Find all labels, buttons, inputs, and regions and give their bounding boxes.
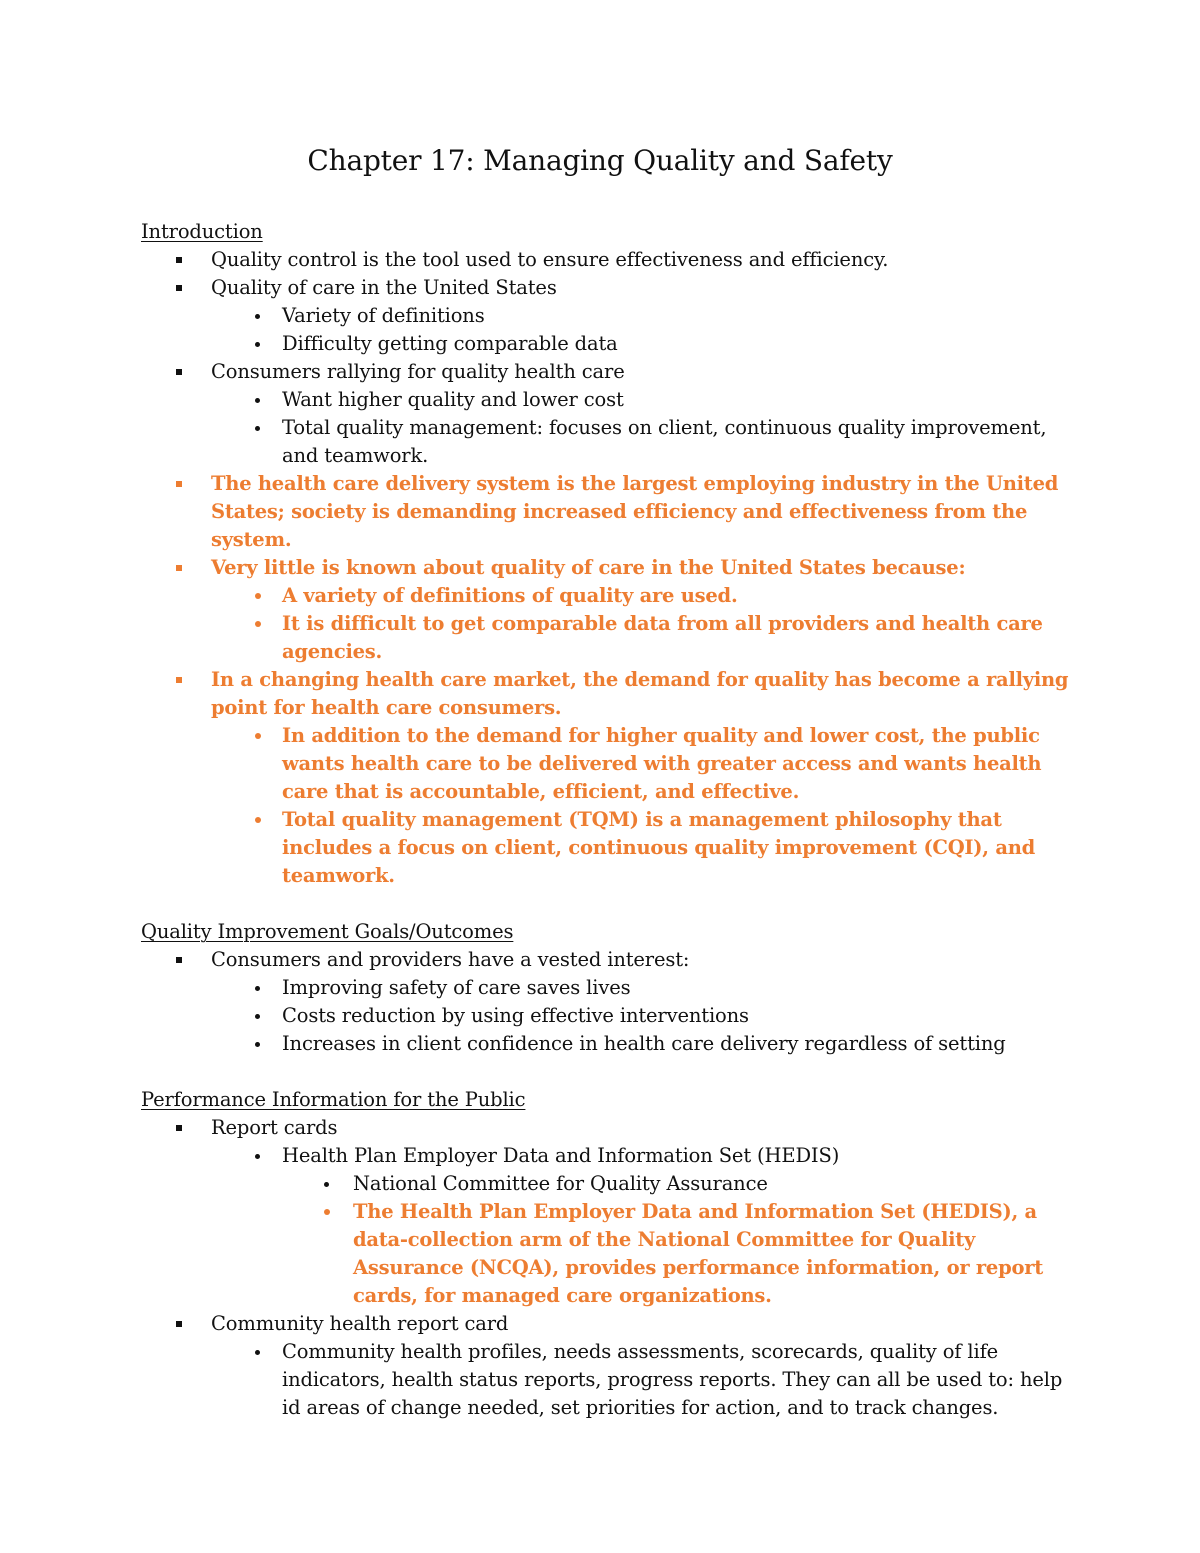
list-item	[141, 1030, 1071, 1058]
list-item-text: A variety of definitions of quality are used.	[282, 584, 738, 607]
section-heading: Introduction	[141, 220, 263, 243]
list-item-text: The Health Plan Employer Data and Information Set (HEDIS), a data-collection arm of the National Committee for Quality Assurance (NCQA), provides performance information, or report cards, for managed care organizations.	[353, 1200, 1043, 1307]
list-item-text: Quality of care in the United States	[211, 276, 557, 299]
list-item-text: Costs reduction by using effective interventions	[282, 1004, 749, 1027]
list-item-text: Quality control is the tool used to ensure effectiveness and efficiency.	[211, 248, 889, 271]
list-item	[141, 1114, 1071, 1142]
list-item-text: National Committee for Quality Assurance	[353, 1172, 768, 1195]
list-item	[141, 246, 1071, 274]
highlighted-list-item	[141, 582, 1071, 610]
list-item	[141, 1142, 1071, 1170]
list-item-text: Increases in client confidence in health care delivery regardless of setting	[282, 1032, 1006, 1055]
list-item	[141, 358, 1071, 386]
list-item	[141, 330, 1071, 358]
section-spacer	[141, 890, 1071, 918]
list-item	[141, 414, 1071, 470]
section-heading: Performance Information for the Public	[141, 1088, 526, 1111]
highlighted-list-item	[141, 610, 1071, 666]
list-item-text: Very little is known about quality of care in the United States because:	[211, 556, 966, 579]
list-item-text: Difficulty getting comparable data	[282, 332, 618, 355]
section-spacer	[141, 1058, 1071, 1086]
list-item	[141, 1170, 1071, 1198]
list-item-text: Health Plan Employer Data and Information Set (HEDIS)	[282, 1144, 840, 1167]
list-item-text: Total quality management (TQM) is a management philosophy that includes a focus on client, continuous quality improvement (CQI), and teamwork.	[282, 808, 1036, 887]
list-item	[141, 386, 1071, 414]
highlighted-list-item	[141, 1198, 1071, 1310]
list-item-text: Total quality management: focuses on client, continuous quality improvement, and teamwork.	[282, 416, 1047, 467]
list-item-text: In addition to the demand for higher quality and lower cost, the public wants health care to be delivered with greater access and wants health care that is accountable, efficient, and effective.	[282, 724, 1042, 803]
list-item-text: Improving safety of care saves lives	[282, 976, 631, 999]
highlighted-list-item	[141, 470, 1071, 554]
page-title: Chapter 17: Managing Quality and Safety	[307, 144, 893, 177]
list-item-text: Want higher quality and lower cost	[282, 388, 624, 411]
list-item	[141, 1310, 1071, 1338]
list-item-text: Consumers and providers have a vested interest:	[211, 948, 690, 971]
section-heading: Quality Improvement Goals/Outcomes	[141, 920, 514, 943]
list-item-text: Community health profiles, needs assessments, scorecards, quality of life indicators, health status reports, progress reports. They can all be used to: help id areas of change needed, set priorities for action, and to track changes.	[282, 1340, 1063, 1419]
list-item-text: In a changing health care market, the demand for quality has become a rallying point for health care consumers.	[211, 668, 1069, 719]
highlighted-list-item	[141, 806, 1071, 890]
list-item	[141, 946, 1071, 974]
list-item-text: Report cards	[211, 1116, 338, 1139]
highlighted-list-item	[141, 666, 1071, 722]
highlighted-list-item	[141, 554, 1071, 582]
list-item	[141, 1002, 1071, 1030]
list-item-text: Consumers rallying for quality health care	[211, 360, 625, 383]
highlighted-list-item	[141, 722, 1071, 806]
list-item	[141, 1338, 1071, 1422]
list-item	[141, 974, 1071, 1002]
document-body	[141, 218, 1071, 1422]
list-item	[141, 302, 1071, 330]
list-item	[141, 274, 1071, 302]
list-item-text: The health care delivery system is the largest employing industry in the United States; society is demanding increased efficiency and effectiveness from the system.	[211, 472, 1059, 551]
list-item-text: It is difficult to get comparable data from all providers and health care agencies.	[282, 612, 1043, 663]
list-item-text: Variety of definitions	[282, 304, 485, 327]
list-item-text: Community health report card	[211, 1312, 509, 1335]
